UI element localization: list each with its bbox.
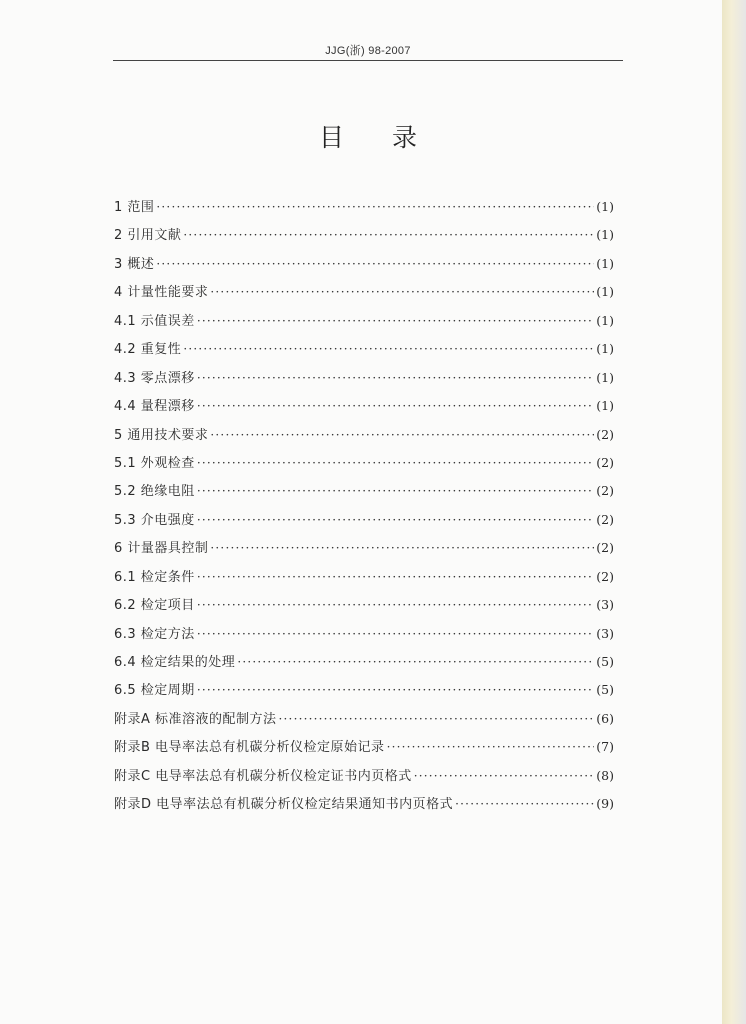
toc-leader-dots — [210, 285, 594, 299]
toc-entry — [114, 566, 614, 594]
toc-entry — [114, 765, 614, 793]
toc-entry — [114, 594, 614, 622]
toc-leader-dots — [210, 428, 594, 442]
toc-entry-label: 5.2 绝缘电阻 — [114, 484, 195, 500]
toc-entry-label: 1 范围 — [114, 200, 155, 215]
toc-entry-label: 6.5 检定周期 — [114, 683, 195, 699]
toc-leader-dots — [197, 456, 594, 470]
toc-entry-label: 附录D 电导率法总有机碳分析仪检定结果通知书内页格式 — [114, 797, 454, 813]
toc-entry-page: (2) — [596, 568, 614, 584]
toc-entry-page: (1) — [596, 398, 614, 414]
toc-entry-label: 附录B 电导率法总有机碳分析仪检定原始记录 — [114, 740, 385, 756]
toc-entry-label: 5 通用技术要求 — [114, 427, 209, 443]
toc-entry — [114, 537, 614, 565]
toc-leader-dots — [210, 541, 594, 555]
toc-entry-page: (1) — [596, 284, 614, 300]
toc-entry — [114, 424, 614, 452]
toc-leader-dots — [197, 683, 594, 697]
page-title: 目录 — [318, 123, 465, 152]
toc-entry-label: 6.3 检定方法 — [114, 626, 195, 642]
toc-leader-dots — [183, 228, 594, 242]
toc-entry-page: (2) — [596, 540, 614, 556]
toc-leader-dots — [237, 655, 594, 669]
toc-entry — [114, 651, 614, 679]
toc-entry-label: 6 计量器具控制 — [114, 541, 209, 557]
toc-entry-page: (5) — [596, 682, 614, 698]
toc-leader-dots — [414, 769, 595, 783]
toc-entry-label: 6.2 检定项目 — [114, 598, 195, 614]
toc-entry-page: (9) — [596, 796, 614, 812]
toc-leader-dots — [156, 257, 594, 271]
toc-leader-dots — [197, 627, 594, 641]
toc-entry — [114, 395, 614, 423]
toc-entry-page: (8) — [596, 767, 614, 783]
toc-leader-dots — [197, 314, 594, 328]
toc-entry-label: 2 引用文献 — [114, 228, 182, 244]
toc-entry-page: (2) — [596, 454, 614, 470]
toc-entry-label: 4.1 示值误差 — [114, 313, 195, 329]
toc-entry-label: 4.3 零点漂移 — [114, 370, 195, 386]
toc-entry-page: (7) — [596, 739, 614, 755]
toc-entry-label: 4 计量性能要求 — [114, 285, 209, 301]
toc-entry — [114, 480, 614, 508]
toc-entry — [114, 509, 614, 537]
toc-entry-label: 4.4 量程漂移 — [114, 399, 195, 415]
toc-leader-dots — [183, 342, 594, 356]
toc-entry — [114, 196, 614, 224]
toc-entry-page: (1) — [596, 341, 614, 357]
toc-leader-dots — [197, 484, 594, 498]
toc-entry-page: (1) — [596, 312, 614, 328]
toc-entry — [114, 281, 614, 309]
toc-entry-page: (2) — [596, 483, 614, 499]
toc-entry-page: (2) — [596, 511, 614, 527]
toc-entry — [114, 679, 614, 707]
toc-entry — [114, 367, 614, 395]
toc-entry — [114, 736, 614, 764]
toc-entry-page: (5) — [596, 654, 614, 669]
toc-entry-page: (2) — [596, 426, 614, 442]
toc-leader-dots — [156, 200, 594, 214]
toc-entry-page: (3) — [596, 597, 614, 613]
toc-leader-dots — [197, 399, 594, 413]
table-of-contents — [114, 196, 614, 822]
toc-entry — [114, 452, 614, 480]
toc-entry — [114, 253, 614, 281]
toc-entry-label: 4.2 重复性 — [114, 342, 182, 358]
header-rule — [113, 60, 623, 61]
toc-entry-label: 5.3 介电强度 — [114, 512, 195, 528]
toc-entry — [114, 708, 614, 736]
toc-entry-page: (1) — [596, 199, 614, 214]
toc-leader-dots — [455, 797, 594, 811]
toc-entry-label: 6.1 检定条件 — [114, 569, 195, 585]
toc-leader-dots — [197, 598, 594, 612]
toc-leader-dots — [197, 570, 594, 584]
toc-entry-label: 5.1 外观检查 — [114, 455, 195, 471]
toc-entry-label: 附录A 标准溶液的配制方法 — [114, 711, 277, 727]
toc-leader-dots — [197, 513, 594, 527]
toc-entry — [114, 310, 614, 338]
toc-entry-page: (6) — [596, 710, 614, 726]
toc-entry — [114, 224, 614, 252]
toc-entry-page: (1) — [596, 255, 614, 271]
toc-entry-label: 3 概述 — [114, 256, 155, 272]
page-edge — [722, 0, 746, 1024]
toc-leader-dots — [387, 740, 595, 754]
toc-entry — [114, 623, 614, 651]
toc-entry-label: 附录C 电导率法总有机碳分析仪检定证书内页格式 — [114, 768, 412, 784]
toc-leader-dots — [279, 712, 595, 726]
toc-entry — [114, 793, 614, 821]
standard-code-header: JJG(浙) 98-2007 — [325, 45, 411, 57]
toc-entry-page: (3) — [596, 625, 614, 641]
toc-entry — [114, 338, 614, 366]
toc-entry-page: (1) — [596, 369, 614, 385]
toc-entry-label: 6.4 检定结果的处理 — [114, 655, 236, 670]
toc-entry-page: (1) — [596, 227, 614, 243]
toc-leader-dots — [197, 371, 594, 385]
